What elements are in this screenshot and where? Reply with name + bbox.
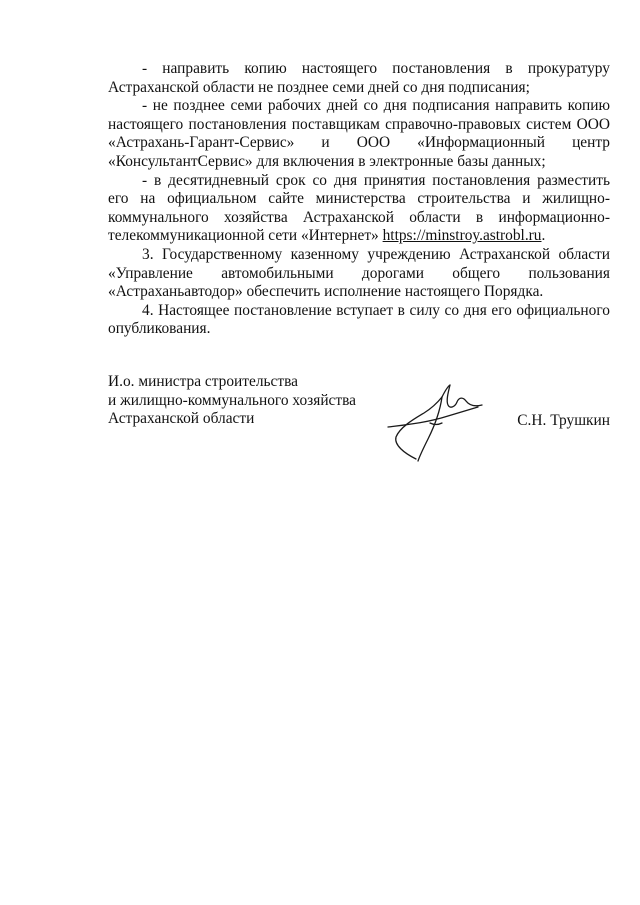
signatory-name: С.Н. Трушкин [517,412,610,429]
website-publication-end: . [541,227,546,245]
ministry-website-link[interactable]: https://minstroy.astrobl.ru [382,227,542,245]
signatory-position [108,373,388,429]
signature-block [108,373,610,463]
paragraph-website-publication [108,172,610,246]
paragraph-entry-into-force: 4. Настоящее постановление вступает в силу со дня его официального опубликования. [108,301,610,338]
position-line: И.о. министра строительства [108,373,299,390]
position-line: и жилищно-коммунального хозяйства [108,391,357,409]
website-publication-text: - в десятидневный срок со дня принятия постановления разместить его на официальном сайте министерства строительства и жилищно-коммунального хозяйства Астраханской области в информационно-телекоммуникационной сети «Интернет» [108,171,610,245]
paragraph-legal-systems-copy: - не позднее семи рабочих дней со дня подписания направить копию настоящего постановления поставщикам справочно-правовых систем ООО «Астрахань-Гарант-Сервис» и ООО «Информационный центр «КонсультантСервис» для включения в электронные базы данных; [108,97,610,170]
document-body [108,60,610,339]
handwritten-signature [384,383,484,463]
position-line: Астраханской области [108,410,255,428]
paragraph-prosecutor-copy: - направить копию настоящего постановления в прокуратуру Астраханской области не позднее семи дней со дня подписания; [108,60,610,96]
paragraph-execution-order: 3. Государственному казенному учреждению Астраханской области «Управление автомобильными дорогами общего пользования «Астраханьавтодор» обеспечить исполнение настоящего Порядка. [108,245,610,301]
